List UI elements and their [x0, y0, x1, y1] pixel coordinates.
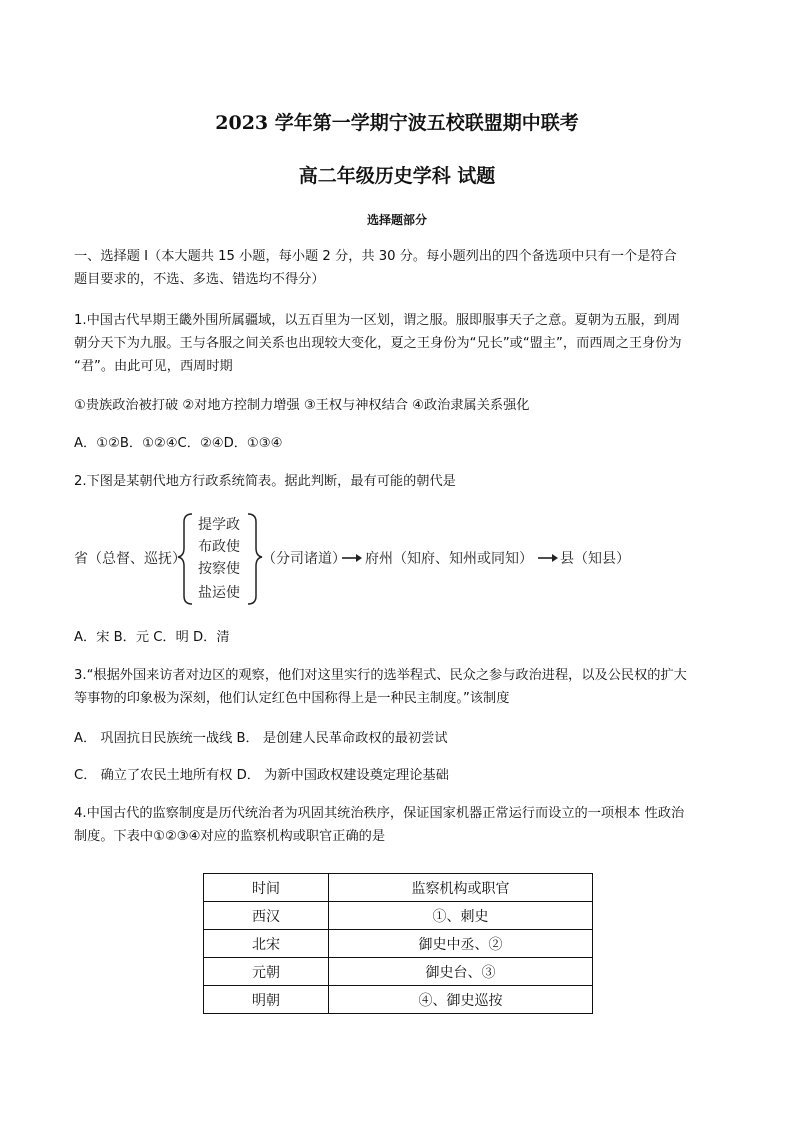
q3-options-ab: A． 巩固抗日民族统一战线 B． 是创建人民革命政权的最初尝试 [74, 731, 448, 746]
table-header-time: 时间 [204, 874, 329, 902]
diagram-office-2: 布政使 [198, 539, 240, 555]
table-cell-office: 御史中丞、② [329, 930, 593, 958]
supervision-table [203, 873, 593, 1014]
table-cell-office: ①、刺史 [329, 902, 593, 930]
q1-stem-line-1: 1.中国古代早期王畿外围所属疆域，以五百里为一区划，谓之服。服即服事天子之意。夏朝为五服，到周 [74, 313, 681, 328]
table-cell-office: ④、御史巡按 [329, 986, 593, 1014]
q4-stem-line-2: 制度。下表中①②③④对应的监察机构或职官正确的是 [74, 829, 386, 844]
table-row [204, 930, 593, 958]
q2-options: A．宋 B．元 C．明 D．清 [74, 630, 230, 645]
instructions-line-1: 一、选择题 I（本大题共 15 小题，每小题 2 分，共 30 分。每小题列出的四个备选项中只有一个是符合 [74, 249, 677, 264]
q1-statements: ①贵族政治被打破 ②对地方控制力增强 ③王权与神权结合 ④政治隶属关系强化 [74, 398, 530, 413]
table-row [204, 902, 593, 930]
right-brace-icon [248, 514, 262, 604]
q1-stem-line-3: “君”。由此可见，西周时期 [74, 359, 233, 374]
diagram-office-4: 盐运使 [198, 585, 240, 601]
q1-stem-line-2: 朝分天下为九服。王与各服之间关系也出现较大变化，夏之王身份为“兄长”或“盟主”，而西周之王身份为 [74, 336, 682, 351]
diagram-circuit: （分司诸道） [262, 551, 346, 567]
arrow-right-icon [538, 554, 558, 562]
table-row [204, 986, 593, 1014]
diagram-office-1: 提学政 [198, 517, 240, 533]
q4-stem-line-1: 4.中国古代的监察制度是历代统治者为巩固其统治秩序，保证国家机器正常运行而设立的一项根本 性政治 [74, 806, 685, 821]
table-cell-time: 西汉 [204, 902, 329, 930]
instructions-line-2: 题目要求的，不选、多选、错选均不得分） [74, 272, 325, 287]
table-cell-time: 明朝 [204, 986, 329, 1014]
diagram-office-3: 按察使 [198, 561, 240, 577]
table-header-row [204, 874, 593, 902]
table-cell-office: 御史台、③ [329, 958, 593, 986]
exam-subtitle: 高二年级历史学科 试题 [298, 165, 496, 187]
q3-options-cd: C． 确立了农民土地所有权 D． 为新中国政权建设奠定理论基础 [74, 768, 449, 783]
table-header-office: 监察机构或职官 [329, 874, 593, 902]
diagram-province: 省（总督、巡抚） [74, 551, 186, 567]
diagram-county: 县（知县） [560, 551, 630, 567]
q3-stem-line-1: 3.“根据外国来访者对边区的观察，他们对这里实行的选举程式、民众之参与政治进程，以及公民权的扩大 [74, 668, 687, 683]
q3-stem-line-2: 等事物的印象极为深刻，他们认定红色中国称得上是一种民主制度。”该制度 [74, 691, 510, 706]
q2-stem: 2.下图是某朝代地方行政系统简表。据此判断，最有可能的朝代是 [74, 474, 456, 489]
section-heading: 选择题部分 [366, 213, 427, 227]
table-row [204, 958, 593, 986]
table-cell-time: 北宋 [204, 930, 329, 958]
q1-options: A．①②B．①②④C．②④D．①③④ [74, 436, 283, 451]
exam-title: 2023 学年第一学期宁波五校联盟期中联考 [215, 112, 579, 134]
table-cell-time: 元朝 [204, 958, 329, 986]
diagram-prefecture: 府州（知府、知州或同知） [365, 551, 533, 567]
admin-system-diagram [74, 508, 634, 608]
